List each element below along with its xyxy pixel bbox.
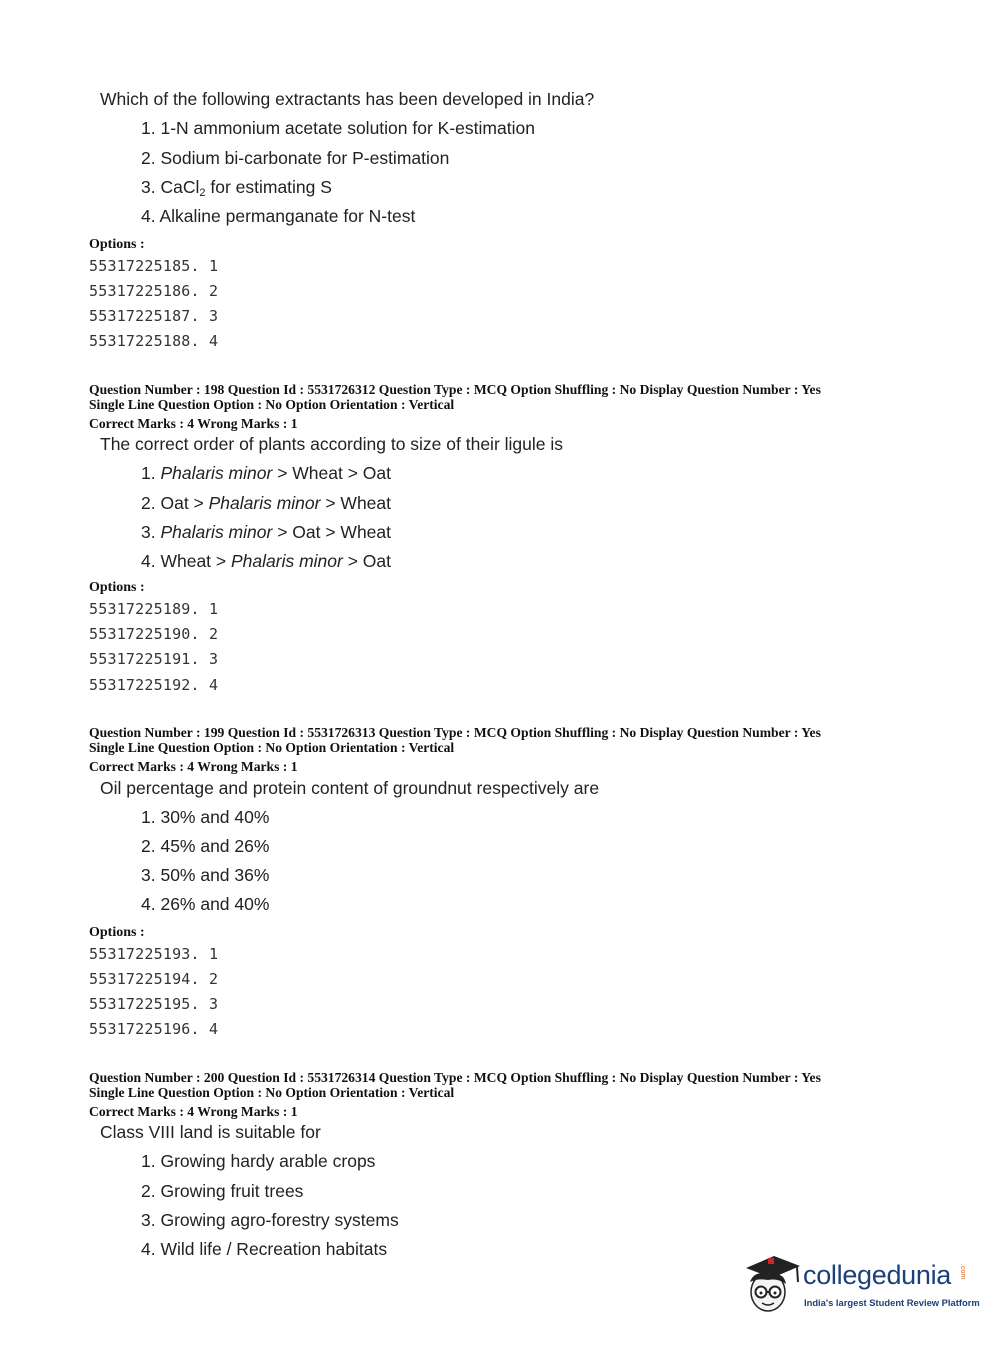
- question-199-marks: Correct Marks : 4 Wrong Marks : 1: [89, 759, 298, 774]
- question-199-meta-line2: Single Line Question Option : No Option Orientation : Vertical: [89, 740, 455, 755]
- choice-text: Oat >: [160, 493, 209, 513]
- choice-text: Wheat >: [160, 551, 231, 571]
- question-199-choice-4: 4. 26% and 40%: [141, 894, 270, 914]
- question-199-choice-2: 2. 45% and 26%: [141, 836, 270, 856]
- option-id: 55317225190. 2: [89, 625, 219, 643]
- option-id: 55317225189. 1: [89, 600, 219, 618]
- question-197-choice-3: [141, 177, 332, 199]
- logo-tagline: India's largest Student Review Platform: [804, 1297, 980, 1308]
- question-198-text: The correct order of plants according to size of their ligule is: [100, 434, 563, 454]
- option-id: 55317225191. 3: [89, 650, 219, 668]
- collegedunia-logo[interactable]: [740, 1248, 980, 1318]
- option-id: 55317225185. 1: [89, 257, 219, 275]
- choice-text: > Oat > Wheat: [272, 522, 391, 542]
- choice-text: > Wheat > Oat: [272, 463, 391, 483]
- choice-number: 4.: [141, 551, 161, 571]
- question-198-meta-line2: Single Line Question Option : No Option Orientation : Vertical: [89, 397, 455, 412]
- question-200-meta-line1: Question Number : 200 Question Id : 5531726314 Question Type : MCQ Option Shuffling : No Display Question Number : Yes: [89, 1070, 821, 1085]
- question-198-choice-3: [141, 522, 391, 543]
- question-197-choice-4: 4. Alkaline permanganate for N-test: [141, 206, 416, 226]
- question-197-choice-2: 2. Sodium bi-carbonate for P-estimation: [141, 148, 450, 168]
- choice-3-subscript: 2: [199, 187, 206, 199]
- question-198-choice-1: [141, 463, 391, 484]
- question-200-marks: Correct Marks : 4 Wrong Marks : 1: [89, 1104, 298, 1119]
- species-name: Phalaris minor: [208, 493, 321, 513]
- choice-text: > Oat: [342, 551, 392, 571]
- question-200-choice-3: 3. Growing agro-forestry systems: [141, 1210, 399, 1230]
- species-name: Phalaris minor: [160, 522, 273, 542]
- question-200-choice-1: 1. Growing hardy arable crops: [141, 1151, 376, 1171]
- option-id: 55317225192. 4: [89, 676, 219, 694]
- question-199-text: Oil percentage and protein content of groundnut respectively are: [100, 778, 600, 798]
- question-200-choice-4: 4. Wild life / Recreation habitats: [141, 1239, 388, 1259]
- question-199-choice-1: 1. 30% and 40%: [141, 807, 270, 827]
- logo-wordmark: collegedunia: [803, 1260, 952, 1290]
- question-200-meta-line2: Single Line Question Option : No Option Orientation : Vertical: [89, 1085, 455, 1100]
- question-197-choice-1: 1. 1-N ammonium acetate solution for K-estimation: [141, 118, 535, 138]
- question-200-choice-2: 2. Growing fruit trees: [141, 1181, 304, 1201]
- option-id: 55317225193. 1: [89, 945, 219, 963]
- choice-3-formula: 3. CaCl: [141, 177, 200, 197]
- option-id: 55317225186. 2: [89, 282, 219, 300]
- choice-number: 3.: [141, 522, 161, 542]
- question-199-choice-3: 3. 50% and 36%: [141, 865, 270, 885]
- option-id: 55317225195. 3: [89, 995, 219, 1013]
- option-id: 55317225187. 3: [89, 307, 219, 325]
- choice-3-rest: for estimating S: [205, 177, 332, 197]
- choice-number: 2.: [141, 493, 161, 513]
- option-id: 55317225194. 2: [89, 970, 219, 988]
- question-198-options-label: Options :: [89, 580, 145, 595]
- mascot-icon: [740, 1248, 802, 1318]
- question-198-marks: Correct Marks : 4 Wrong Marks : 1: [89, 416, 298, 431]
- question-200-text: Class VIII land is suitable for: [100, 1122, 321, 1142]
- species-name: Phalaris minor: [160, 463, 273, 483]
- question-198-choice-2: [141, 493, 391, 514]
- question-199-meta-line1: Question Number : 199 Question Id : 5531726313 Question Type : MCQ Option Shuffling : No Display Question Number : Yes: [89, 725, 821, 740]
- option-id: 55317225188. 4: [89, 332, 219, 350]
- logo-dotcom: .com: [959, 1264, 966, 1280]
- question-198-meta-line1: Question Number : 198 Question Id : 5531726312 Question Type : MCQ Option Shuffling : No Display Question Number : Yes: [89, 382, 821, 397]
- species-name: Phalaris minor: [231, 551, 343, 571]
- question-198-choice-4: [141, 551, 391, 572]
- question-197-options-label: Options :: [89, 237, 145, 252]
- question-197-text: Which of the following extractants has been developed in India?: [100, 89, 595, 109]
- option-id: 55317225196. 4: [89, 1020, 219, 1038]
- choice-number: 1.: [141, 463, 161, 483]
- question-199-options-label: Options :: [89, 925, 145, 940]
- choice-text: > Wheat: [320, 493, 392, 513]
